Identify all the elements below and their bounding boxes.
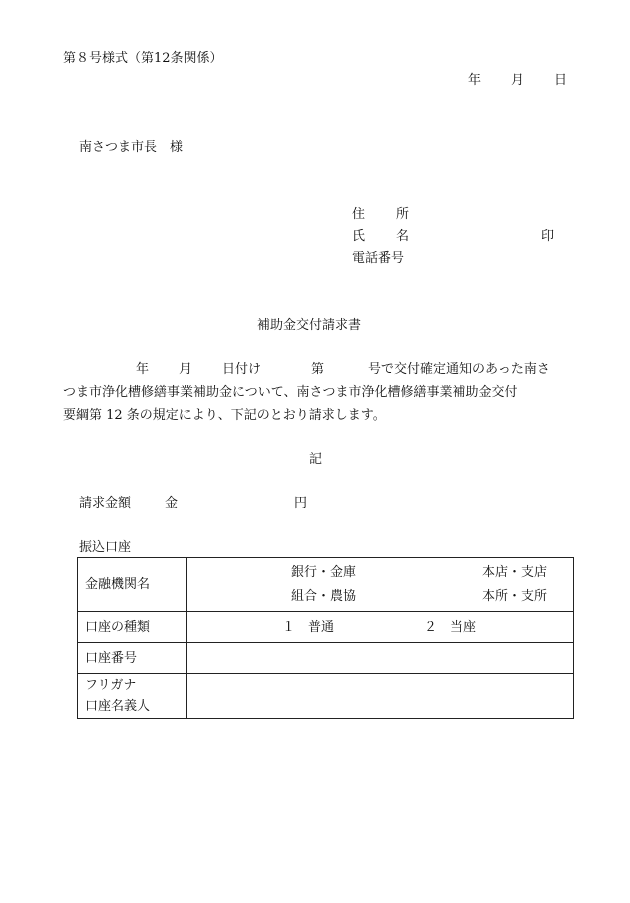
name-label-1: 氏 [352, 229, 366, 244]
date-month: 月 [511, 73, 525, 88]
address-label [352, 208, 409, 221]
address-label-1: 住 [352, 207, 366, 222]
account-holder-label: 口座名義人 [85, 699, 151, 714]
phone-label: 電話番号 [352, 251, 405, 266]
account-type-label: 口座の種類 [78, 612, 187, 643]
branch-types-1: 本店・支店 [482, 565, 548, 580]
transfer-account-label: 振込口座 [79, 540, 132, 555]
date-year: 年 [468, 73, 482, 88]
body-line1-rest: 号で交付確定通知のあった南さ [368, 362, 550, 377]
body-no-prefix: 第 [311, 362, 325, 377]
table-row-account-type [78, 612, 574, 643]
address-label-2: 所 [395, 207, 409, 222]
name-label-2: 名 [395, 229, 409, 244]
table-row-account-number [78, 643, 574, 674]
bank-name-cell[interactable] [187, 558, 574, 612]
body-year: 年 [136, 362, 150, 377]
document-title: 補助金交付請求書 [257, 318, 362, 333]
body-dated: 日付け [222, 362, 262, 377]
addressee: 南さつま市長 様 [79, 140, 184, 155]
table-row-bank-name [78, 558, 574, 612]
claim-label: 請求金額 [79, 496, 132, 511]
name-label [352, 230, 409, 243]
bank-types-2: 組合・農協 [291, 589, 357, 604]
form-number: 第８号様式（第12条関係） [63, 51, 223, 66]
account-holder-cell[interactable] [187, 674, 574, 719]
account-type-current: ２ 当座 [424, 620, 477, 635]
account-number-cell[interactable] [187, 643, 574, 674]
furigana-label: フリガナ [85, 678, 137, 693]
branch-types-2: 本所・支所 [482, 589, 548, 604]
bank-name-label: 金融機関名 [78, 558, 187, 612]
bank-account-table [77, 557, 574, 719]
body-line3: 要綱第 12 条の規定により、下記のとおり請求します。 [63, 408, 386, 423]
claim-kin: 金 [165, 496, 179, 511]
seal-mark: 印 [541, 229, 555, 244]
account-type-ordinary: １ 普通 [282, 620, 335, 635]
ki-mark: 記 [309, 452, 323, 467]
account-number-label: 口座番号 [78, 643, 187, 674]
account-holder-label-cell [78, 674, 187, 719]
bank-types-1: 銀行・金庫 [291, 565, 357, 580]
date-day: 日 [554, 73, 568, 88]
table-row-account-holder [78, 674, 574, 719]
account-type-cell[interactable] [187, 612, 574, 643]
claim-yen: 円 [294, 496, 308, 511]
body-month: 月 [179, 362, 193, 377]
body-line2: つま市浄化槽修繕事業補助金について、南さつま市浄化槽修繕事業補助金交付 [63, 385, 518, 400]
